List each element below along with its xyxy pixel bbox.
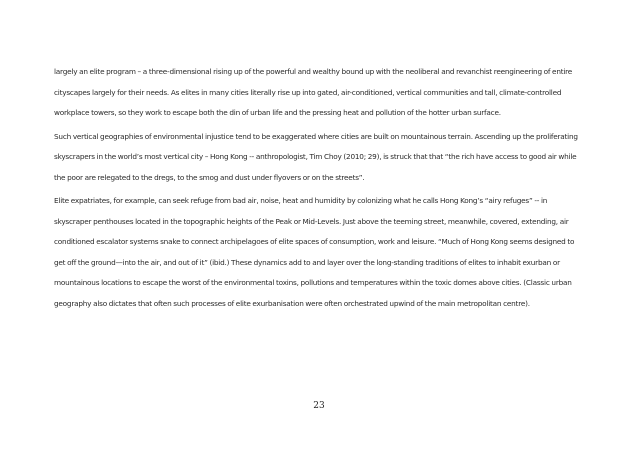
paragraph-3: Elite expatriates, for example, can seek refuge from bad air, noise, heat and humidity by colonizing what he calls Hong Kong’s “airy refuges” -- in skyscraper penthouses located in the topographic heights of the Peak or Mid-Levels. Just above the teeming street, meanwhile, covered, extending, air conditioned escalator systems snake to connect archipelagoes of elite spaces of consumption, work and leisure. “Much of Hong Kong seems designed to get off the ground—into the air, and out of it” (ibid.) These dynamics add to and layer over the long-standing traditions of elites to inhabit exurban or mountainous locations to escape the worst of the environmental toxins, pollutions and temperatures within the toxic domes above cities. (Classic urban geography also dictates that often such processes of elite exurbanisation were often orchestrated upwind of the main metropolitan centre).	[54, 196, 575, 308]
body-text	[54, 62, 586, 314]
paragraph-2: Such vertical geographies of environmental injustice tend to be exaggerated where cities are built on mountainous terrain. Ascending up the proliferating skyscrapers in the world’s most vertical city – Hong Kong -- anthropologist, Tim Choy (2010; 29), is struck that that “the rich have access to good air while the poor are relegated to the dregs, to the smog and dust under flyovers or on the streets”.	[54, 131, 578, 182]
paragraph-1: largely an elite program – a three-dimensional rising up of the powerful and wealthy bound up with the neoliberal and revanchist reengineering of entire cityscapes largely for their needs. As elites in many cities literally rise up into gated, air-conditioned, vertical communities and tall, climate-controlled workplace towers, so they work to escape both the din of urban life and the pressing heat and pollution of the hotter urban surface.	[54, 67, 573, 117]
page-number: 23	[313, 401, 325, 411]
